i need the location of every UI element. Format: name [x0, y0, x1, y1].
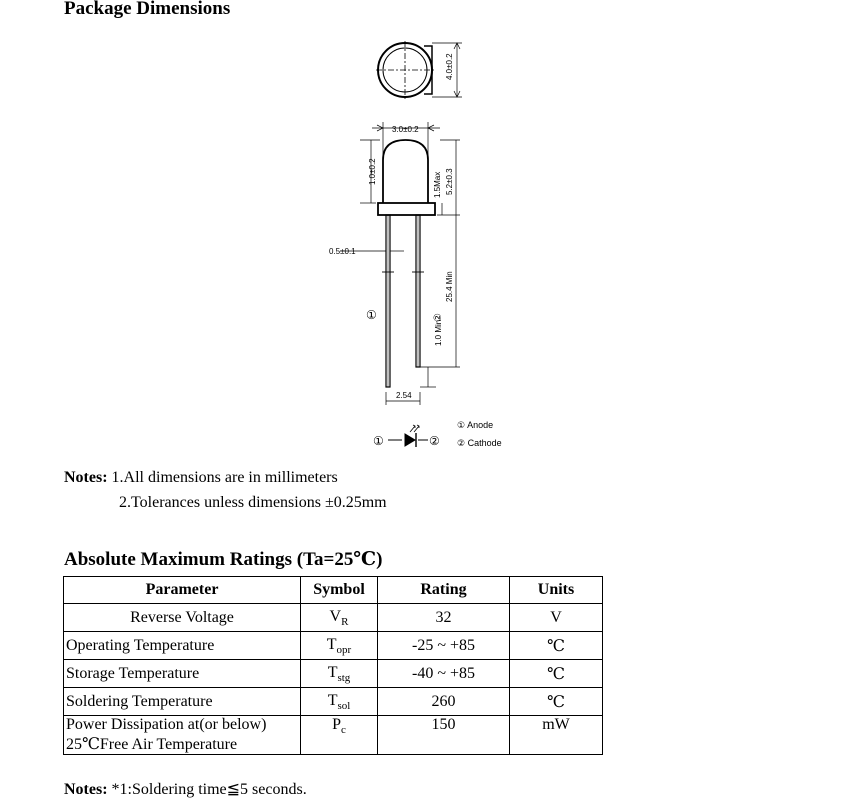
- ratings-table: [63, 576, 603, 755]
- cell-units: ℃: [510, 688, 603, 716]
- cell-symbol: [301, 604, 378, 632]
- symbol-main: P: [332, 716, 341, 733]
- symbol-main: T: [327, 663, 338, 681]
- dimension-notes: [64, 469, 338, 487]
- dim-body-height: 5.2±0.3: [445, 168, 454, 195]
- cell-parameter: [64, 716, 301, 755]
- parameter-line-2: 25℃Free Air Temperature: [66, 736, 238, 753]
- dim-lead-offset: 1.0 Min: [434, 319, 443, 346]
- notes-label: Notes:: [64, 469, 108, 486]
- table-row: [64, 604, 603, 632]
- cell-symbol: [301, 632, 378, 660]
- cell-symbol: [301, 716, 378, 755]
- symbol-sub: R: [341, 615, 349, 628]
- symbol-pin1: ①: [373, 434, 384, 448]
- note-line-1: 1.All dimensions are in millimeters: [111, 469, 338, 486]
- symbol-sub: opr: [336, 643, 352, 656]
- cell-parameter: Reverse Voltage: [64, 604, 301, 632]
- header-parameter: Parameter: [64, 577, 301, 604]
- notes-label: Notes:: [64, 781, 108, 798]
- legend-anode: ① Anode: [457, 420, 494, 430]
- symbol-main: T: [327, 691, 338, 709]
- symbol-main: V: [329, 607, 342, 625]
- cell-symbol: [301, 660, 378, 688]
- cell-units: V: [510, 604, 603, 632]
- cell-rating: 150: [378, 716, 510, 755]
- symbol-main: T: [326, 635, 337, 653]
- pin2-label: ②: [433, 313, 444, 322]
- legend-cathode: ② Cathode: [457, 438, 502, 448]
- cell-parameter: Storage Temperature: [64, 660, 301, 688]
- table-row: [64, 632, 603, 660]
- dim-lens-diameter: 3.0±0.2: [392, 125, 419, 134]
- table-row: [64, 716, 603, 755]
- table-row: [64, 688, 603, 716]
- table-header-row: [64, 577, 603, 604]
- diode-symbol: [388, 425, 428, 447]
- symbol-sub: c: [341, 724, 346, 736]
- side-view: [340, 122, 460, 405]
- package-dimensions-title: Package Dimensions: [64, 0, 231, 19]
- symbol-sub: stg: [337, 671, 351, 684]
- parameter-line-1: Power Dissipation at(or below): [66, 716, 267, 733]
- cell-rating: 260: [378, 688, 510, 716]
- cell-units: ℃: [510, 660, 603, 688]
- cell-parameter: Operating Temperature: [64, 632, 301, 660]
- ratings-title: Absolute Maximum Ratings (Ta=25℃): [64, 549, 383, 570]
- table-row: [64, 660, 603, 688]
- cell-units: mW: [510, 716, 603, 755]
- ratings-note-text: *1:Soldering time≦5 seconds.: [111, 781, 307, 798]
- cell-units: ℃: [510, 632, 603, 660]
- header-symbol: Symbol: [301, 577, 378, 604]
- cell-rating: -25 ~ +85: [378, 632, 510, 660]
- header-rating: Rating: [378, 577, 510, 604]
- pin1-label: ①: [366, 308, 377, 322]
- cell-rating: -40 ~ +85: [378, 660, 510, 688]
- header-units: Units: [510, 577, 603, 604]
- note-line-2: 2.Tolerances unless dimensions ±0.25mm: [119, 494, 387, 511]
- dim-lead-length: 25.4 Min: [445, 271, 454, 302]
- dim-lead-square: 0.5±0.1: [329, 247, 356, 256]
- dim-outer-diameter: 4.0±0.2: [445, 53, 454, 80]
- dim-dome-height: 1.0±0.2: [368, 158, 377, 185]
- ratings-notes: [64, 779, 307, 799]
- dim-lead-spacing: 2.54: [396, 391, 412, 400]
- symbol-sub: sol: [337, 699, 351, 712]
- symbol-pin2: ②: [429, 434, 440, 448]
- cell-rating: 32: [378, 604, 510, 632]
- cell-parameter: Soldering Temperature: [64, 688, 301, 716]
- dim-flange-max: 1.5Max: [433, 171, 442, 198]
- cell-symbol: [301, 688, 378, 716]
